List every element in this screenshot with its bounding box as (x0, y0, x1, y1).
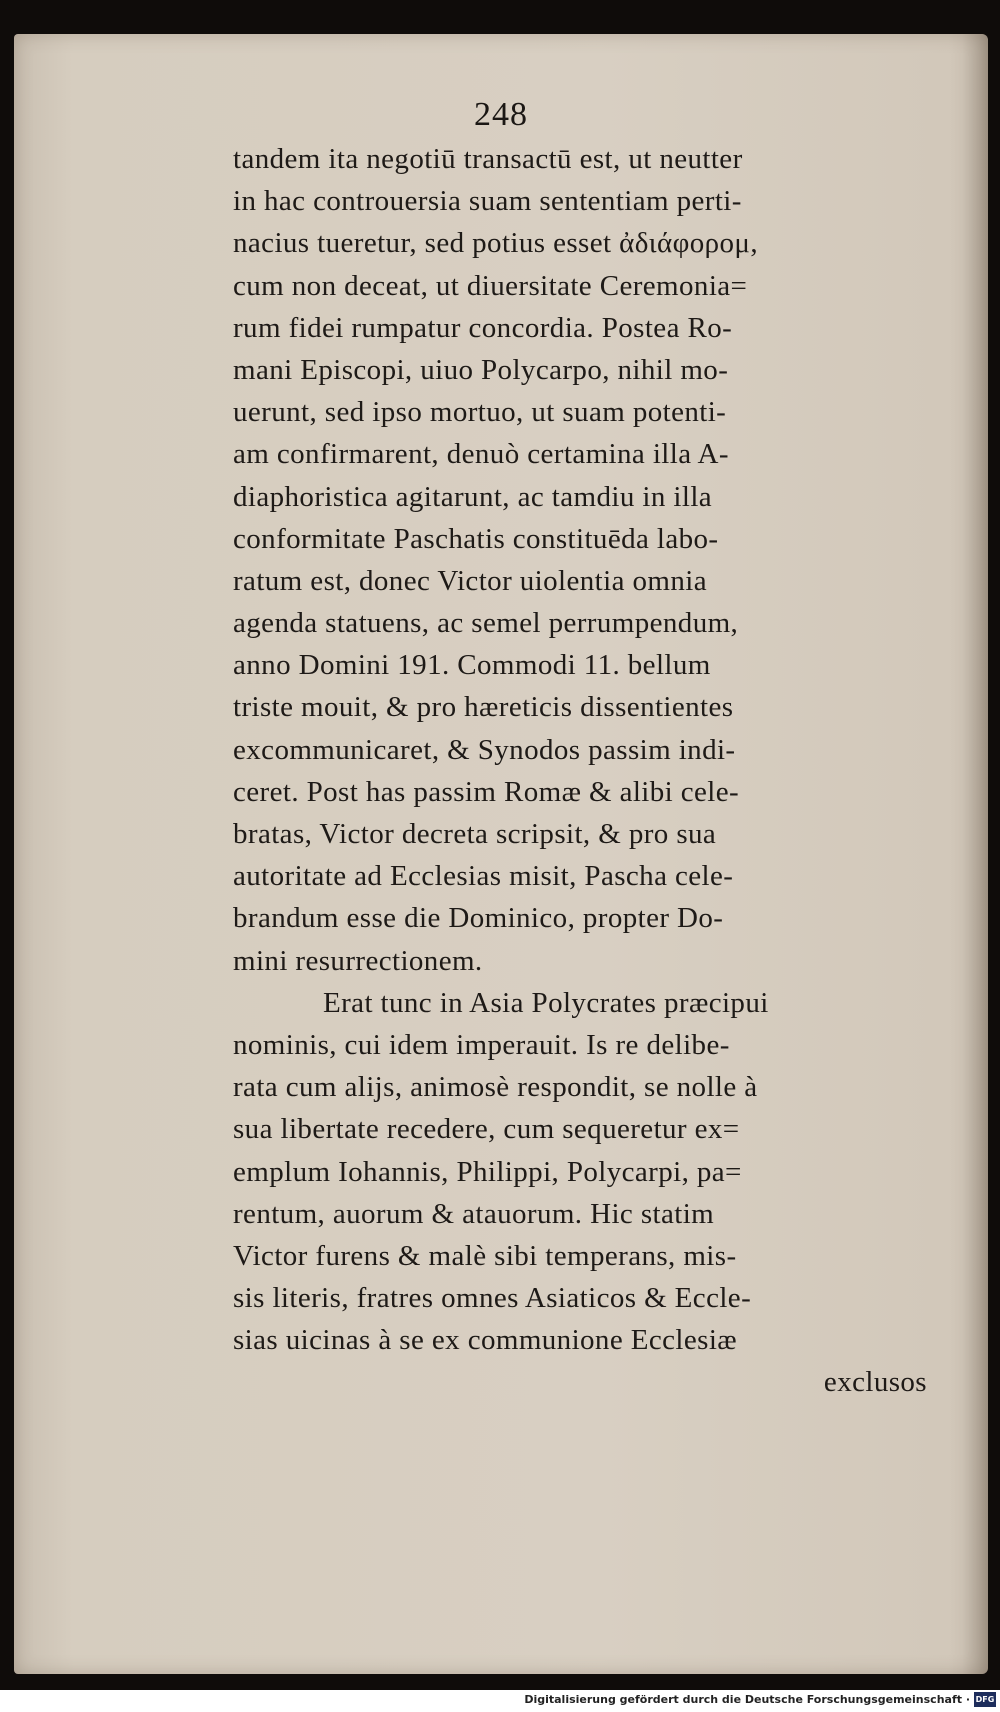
text-line: diaphoristica agitarunt, ac tamdiu in illa (233, 480, 713, 513)
text-line: rum fidei rumpatur concordia. Postea Ro- (233, 311, 733, 344)
text-line: agenda statuens, ac semel perrumpendum, (233, 607, 739, 640)
text-line: am confirmarent, denuò certamina illa A- (233, 438, 729, 471)
text-line: rata cum alijs, animosè respondit, se nolle à (233, 1071, 758, 1104)
catchword: exclusos (823, 1366, 927, 1399)
text-line: autoritate ad Ecclesias misit, Pascha cele- (233, 860, 734, 893)
text-line: uerunt, sed ipso mortuo, ut suam potenti- (233, 396, 727, 429)
text-line: brandum esse die Dominico, propter Do- (233, 902, 724, 935)
text-line: mini resurrectionem. (233, 944, 483, 977)
text-line: in hac controuersia suam sententiam perti- (233, 185, 742, 218)
text-line: sis literis, fratres omnes Asiaticos & Eccle- (233, 1282, 752, 1315)
text-line: bratas, Victor decreta scripsit, & pro sua (233, 818, 717, 850)
text-line: triste mouit, & pro hæreticis dissentientes (233, 691, 734, 724)
text-line: mani Episcopi, uiuo Polycarpo, nihil mo- (233, 353, 729, 386)
text-line: Victor furens & malè sibi temperans, mis- (233, 1239, 737, 1272)
text-block (233, 138, 933, 1404)
footer-strip (0, 1690, 1000, 1712)
text-line: ratum est, donec Victor uiolentia omnia (233, 564, 707, 597)
text-line: nominis, cui idem imperauit. Is re delibe- (233, 1028, 730, 1061)
dfg-logo-icon: DFG (974, 1692, 996, 1707)
page-number: 248 (474, 96, 528, 133)
text-line: excommunicaret, & Synodos passim indi- (233, 733, 736, 766)
funding-notice: Digitalisierung gefördert durch die Deutsche Forschungsgemeinschaft · (524, 1693, 970, 1706)
text-line: sias uicinas à se ex communione Ecclesiæ (233, 1324, 738, 1357)
page-edge-shadow (962, 34, 988, 1674)
text-line: rentum, auorum & atauorum. Hic statim (233, 1197, 715, 1230)
text-line: nacius tueretur, sed potius esset ἀδιάφορομ, (233, 227, 758, 260)
text-line: cum non deceat, ut diuersitate Ceremonia= (233, 269, 748, 302)
text-line: emplum Iohannis, Philippi, Polycarpi, pa= (233, 1155, 742, 1188)
text-line: tandem ita negotiū transactū est, ut neutter (233, 143, 743, 175)
text-line: conformitate Paschatis constituēda labo- (233, 522, 719, 555)
text-line: sua libertate recedere, cum sequeretur ex= (233, 1113, 740, 1146)
paragraph-start-line: Erat tunc in Asia Polycrates præcipui (323, 986, 769, 1019)
text-line: ceret. Post has passim Romæ & alibi cele- (233, 775, 740, 808)
text-line: anno Domini 191. Commodi 11. bellum (233, 649, 711, 682)
